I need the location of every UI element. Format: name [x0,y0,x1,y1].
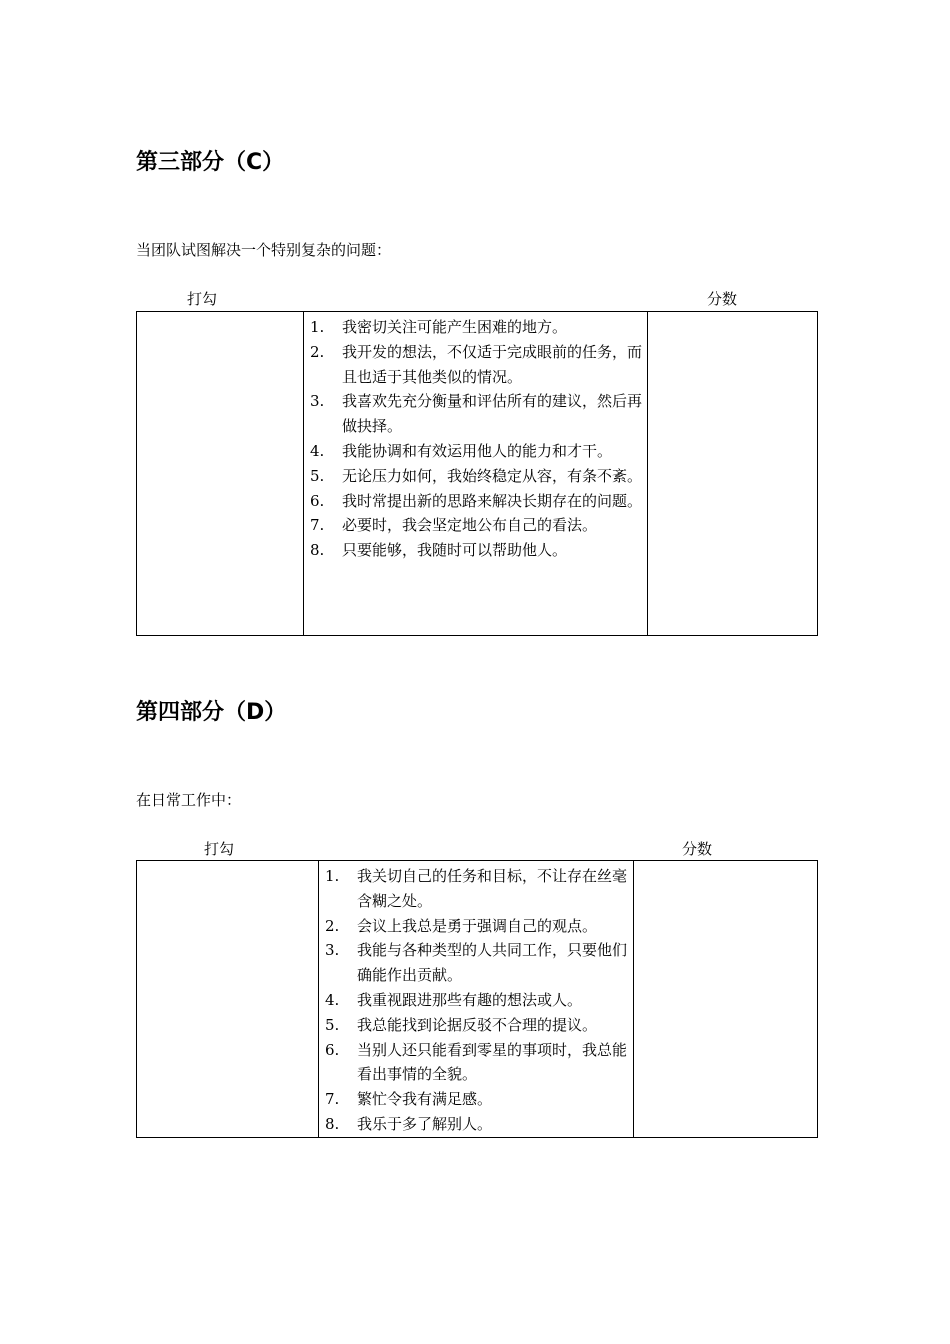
section-c-title: 第三部分（C） [136,150,285,175]
list-item: 8. 我乐于多了解别人。 [325,1114,493,1133]
section-c-check-cell[interactable] [137,312,304,636]
section-d-check-label: 打勾 [204,840,235,858]
section-d-check-cell[interactable] [137,861,319,1138]
section-d-items-cell [319,861,634,1138]
list-item: 3. 我喜欢先充分衡量和评估所有的建议，然后再做抉择。 [310,392,643,436]
list-item: 3. 我能与各种类型的人共同工作，只要他们确能作出贡献。 [325,941,628,985]
section-d-table [136,860,818,1138]
list-item: 6. 当别人还只能看到零星的事项时，我总能看出事情的全貌。 [325,1040,628,1084]
list-item: 5. 我总能找到论据反驳不合理的提议。 [325,1015,598,1034]
section-d-score-label: 分数 [682,840,713,858]
section-c-items-cell [304,312,648,636]
section-c-check-label: 打勾 [187,290,218,308]
list-item: 2. 我开发的想法，不仅适于完成眼前的任务，而且也适于其他类似的情况。 [310,342,643,386]
list-item: 7. 必要时，我会坚定地公布自己的看法。 [310,516,598,535]
section-c-item-list [304,312,647,563]
section-d-title: 第四部分（D） [136,700,287,725]
section-d-score-cell[interactable] [634,861,818,1138]
list-item: 1. 我关切自己的任务和目标，不让存在丝毫含糊之处。 [325,867,628,910]
list-item: 1. 我密切关注可能产生困难的地方。 [310,318,568,336]
section-d-item-list [319,861,633,1137]
section-c-intro: 当团队试图解决一个特别复杂的问题： [136,241,392,259]
section-c-score-cell[interactable] [648,312,818,636]
section-d-intro: 在日常工作中： [136,791,242,809]
section-c-score-label: 分数 [707,290,738,308]
list-item: 8. 只要能够，我随时可以帮助他人。 [310,541,568,560]
list-item: 4. 我重视跟进那些有趣的想法或人。 [325,990,583,1009]
list-item: 6. 我时常提出新的思路来解决长期存在的问题。 [310,491,643,510]
list-item: 4. 我能协调和有效运用他人的能力和才干。 [310,441,613,460]
section-c-table [136,311,818,636]
list-item: 7. 繁忙令我有满足感。 [325,1090,493,1109]
list-item: 2. 会议上我总是勇于强调自己的观点。 [325,916,598,935]
list-item: 5. 无论压力如何，我始终稳定从容，有条不紊。 [310,466,643,485]
